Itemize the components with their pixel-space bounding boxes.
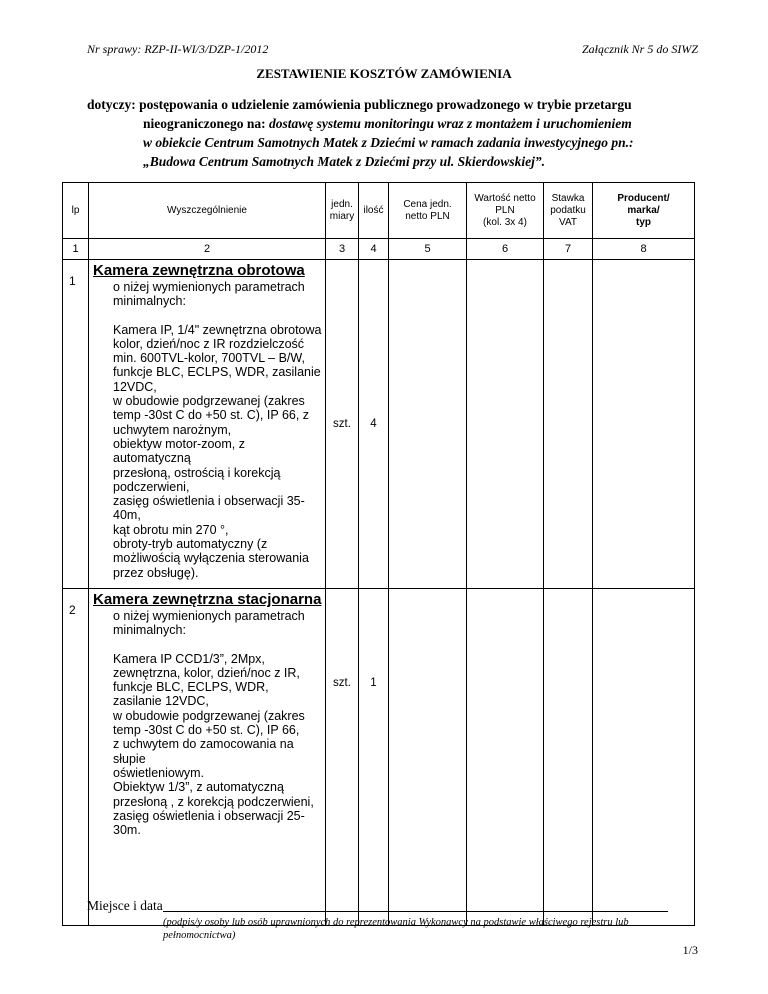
header-net-value-l1: Wartość netto (474, 192, 536, 204)
spec-line: Kamera IP CCD1/3”, 2Mpx, (113, 651, 265, 666)
signature-note-l2: pełnomocnictwa) (163, 930, 236, 941)
spec-line: zewnętrzna, kolor, dzień/noc z IR, (113, 665, 300, 680)
header-vat-l1: Stawka (551, 192, 585, 204)
header-unit-price (389, 183, 467, 239)
item-specs (93, 309, 325, 580)
spec-line: w obudowie podgrzewanej (zakres (113, 708, 305, 723)
spec-line: z uchwytem do zamocowania na słupie (113, 737, 294, 766)
item-quantity: 4 (359, 260, 389, 589)
item-unit: szt. (326, 588, 359, 925)
item-net-value (467, 260, 544, 589)
header-producer-l1: Producent/ (617, 192, 670, 204)
column-number: 7 (544, 239, 593, 260)
item-note-l2: minimalnych: (113, 623, 186, 638)
table-row (63, 260, 695, 589)
item-note-l2: minimalnych: (113, 294, 186, 309)
header-net-value-l2: PLN (495, 204, 515, 216)
item-note (93, 280, 325, 309)
spec-line: kolor, dzień/noc z IR rozdzielczość (113, 336, 305, 351)
item-vat (544, 588, 593, 925)
header-vat (544, 183, 593, 239)
spec-line: zasięg oświetlenia i obserwacji 35- (113, 494, 305, 509)
item-note-l1: o niżej wymienionych parametrach (113, 280, 305, 294)
spec-line: obroty-tryb automatyczny (z (113, 537, 268, 552)
item-lp: 2 (63, 588, 89, 925)
table-row (63, 588, 695, 925)
page-number: 1/3 (682, 943, 698, 957)
header-producer-l2: marka/ (627, 204, 660, 216)
header-producer-l3: typ (636, 216, 651, 228)
spec-line: 30m. (113, 823, 141, 838)
cost-table (62, 182, 695, 926)
intro-line-2 (87, 114, 697, 133)
column-number: 3 (326, 239, 359, 260)
intro-line-2-italic: dostawę systemu monitoringu wraz z montażem i uruchomieniem (269, 116, 632, 131)
spec-line: funkcje BLC, ECLPS, WDR, (113, 680, 269, 695)
spec-line: min. 600TVL-kolor, 700TVL – B/W, (113, 351, 305, 366)
intro-line-2-bold: nieograniczonego na: (143, 116, 269, 131)
header-unit-l2: miary (329, 210, 355, 222)
intro-line-3-text: w obiekcie Centrum Samotnych Matek z Dziećmi w ramach zadania inwestycyjnego pn.: (143, 135, 634, 150)
spec-line: uchwytem narożnym, (113, 422, 232, 437)
column-number: 5 (389, 239, 467, 260)
intro-line-3 (87, 133, 697, 152)
spec-line: 40m, (113, 508, 141, 523)
intro-paragraph (87, 95, 697, 171)
item-specs (93, 638, 325, 838)
column-number: 4 (359, 239, 389, 260)
intro-line-4 (87, 152, 697, 171)
item-producer (593, 588, 695, 925)
attachment-label: Załącznik Nr 5 do SIWZ (581, 42, 698, 56)
item-unit: szt. (326, 260, 359, 589)
spec-line: funkcje BLC, ECLPS, WDR, zasilanie (113, 365, 321, 380)
spec-line: oświetleniowym. (113, 765, 205, 780)
item-unit-price (389, 588, 467, 925)
header-net-value-l3: (kol. 3x 4) (483, 216, 527, 228)
spec-line: 12VDC, (113, 379, 157, 394)
item-name: Kamera zewnętrzna obrotowa (93, 262, 305, 279)
place-date-label: Miejsce i data (87, 898, 163, 913)
spec-line: kąt obrotu min 270 °, (113, 522, 229, 537)
item-unit-price (389, 260, 467, 589)
item-name: Kamera zewnętrzna stacjonarna (93, 590, 322, 608)
signature-note-l1: (podpis/y osoby lub osób uprawnionych do reprezentowania Wykonawcy na podstawie właściwego rejestru lub (163, 917, 629, 928)
intro-line-1: dotyczy: postępowania o udzielenie zamówienia publicznego prowadzonego w trybie przetargu (87, 97, 632, 112)
header-quantity: ilość (359, 183, 389, 239)
column-number: 6 (467, 239, 544, 260)
item-note-l1: o niżej wymienionych parametrach (113, 608, 305, 623)
item-note (93, 609, 325, 638)
item-vat (544, 260, 593, 589)
item-lp: 1 (63, 260, 89, 589)
item-description (89, 588, 326, 925)
document-title: ZESTAWIENIE KOSZTÓW ZAMÓWIENIA (256, 66, 512, 81)
signature-line (163, 911, 668, 912)
spec-line: zasięg oświetlenia i obserwacji 25- (113, 808, 305, 823)
header-unit-price-l2: netto PLN (405, 210, 450, 222)
intro-line-4-text: „Budowa Centrum Samotnych Matek z Dziećmi przy ul. Skierdowskiej”. (143, 154, 546, 169)
header-lp: lp (63, 183, 89, 239)
header-unit-l1: jedn. (331, 198, 353, 210)
spec-line: w obudowie podgrzewanej (zakres (113, 394, 305, 409)
header-vat-l2: podatku (550, 204, 586, 216)
column-number: 8 (593, 239, 695, 260)
item-quantity: 1 (359, 588, 389, 925)
item-producer (593, 260, 695, 589)
item-description (89, 260, 326, 589)
spec-line: zasilanie 12VDC, (113, 694, 209, 709)
spec-line: temp -30st C do +50 st. C), IP 66, (113, 723, 300, 738)
table-header-row (63, 183, 695, 239)
signature-note (163, 916, 723, 942)
header-net-value (467, 183, 544, 239)
header-unit-price-l1: Cena jedn. (403, 198, 452, 210)
header-vat-l3: VAT (559, 216, 577, 228)
spec-line: obiektyw motor-zoom, z automatyczną (113, 436, 245, 466)
header-producer (593, 183, 695, 239)
spec-line: Obiektyw 1/3”, z automatyczną (113, 780, 284, 795)
spec-line: podczerwieni, (113, 479, 190, 494)
spec-line: przesłoną, ostrością i korekcją (113, 465, 281, 480)
spec-line: temp -30st C do +50 st. C), IP 66, z (113, 408, 310, 423)
item-net-value (467, 588, 544, 925)
spec-line: możliwością wyłączenia sterowania (113, 551, 309, 566)
spec-line: przez obsługę). (113, 565, 199, 580)
column-number-row (63, 239, 695, 260)
header-description: Wyszczególnienie (89, 183, 326, 239)
case-number: Nr sprawy: RZP-II-WI/3/DZP-1/2012 (87, 42, 269, 56)
header-unit (326, 183, 359, 239)
spec-line: przesłoną , z korekcją podczerwieni, (113, 794, 314, 809)
spec-line: Kamera IP, 1/4" zewnętrzna obrotowa (113, 322, 322, 337)
column-number: 1 (63, 239, 89, 260)
column-number: 2 (89, 239, 326, 260)
